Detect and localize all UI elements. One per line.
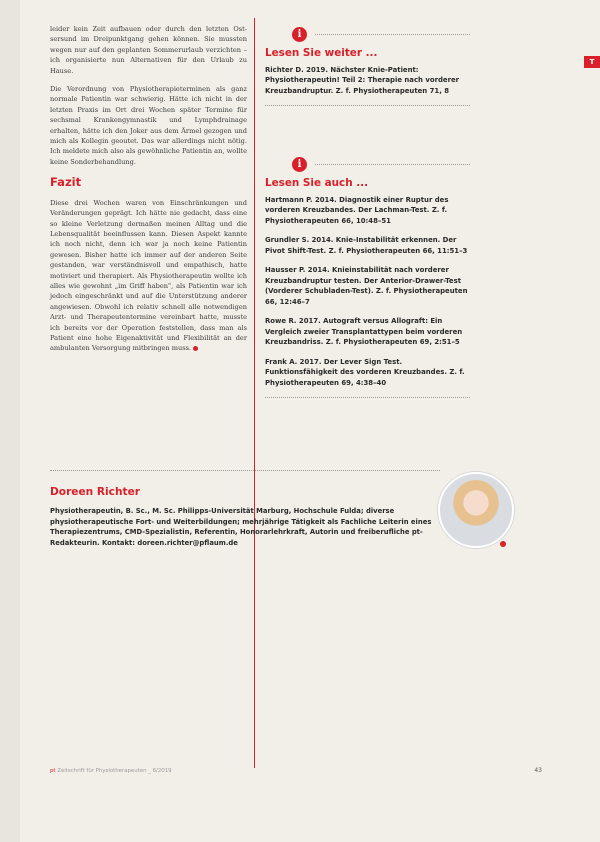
reference-item: Rowe R. 2017. Autograft versus Allograft: Ein Vergleich zweier Transplantattypen beim vorderen Kreuzbandriss. Z. f. Physiotherapeuten 69, 2:51–5 — [265, 317, 463, 346]
box-header — [265, 22, 470, 46]
info-icon: i — [292, 27, 307, 42]
accent-dot-icon — [500, 541, 506, 547]
reference-item: Hausser P. 2014. Knieinstabilität nach vorderer Kreuzbandruptur testen. Der Anterior-Drawer-Test (Vorderer Schubladen-Test). Z. f. Physiotherapeuten 66, 12:46–7 — [265, 266, 468, 306]
reference-item: Grundler S. 2014. Knie-Instabilität erkennen. Der Pivot Shift-Test. Z. f. Physiotherapeuten 66, 11:51–3 — [265, 236, 468, 255]
page-number: 43 — [534, 767, 542, 774]
info-icon: i — [292, 157, 307, 172]
author-photo — [438, 472, 514, 548]
dotted-divider — [265, 397, 470, 398]
reference-item: Frank A. 2017. Der Lever Sign Test. Funktionsfähigkeit des vorderen Kreuzbandes. Z. f. Physiotherapeuten 69, 4:38–40 — [265, 357, 465, 387]
footer-brand: pt — [50, 768, 56, 774]
reference-item: Hartmann P. 2014. Diagnostik einer Ruptur des vorderen Kreuzbandes. Der Lachman-Test. Z. f. Physiotherapeuten 66, 10:48–51 — [265, 195, 449, 225]
reference-item: Richter D. 2019. Nächster Knie-Patient: Physiotherapeutin! Teil 2: Therapie nach vorderer Kreuzbandruptur. Z. f. Physiotherapeuten 71, 8 — [265, 65, 460, 95]
end-of-article-icon — [193, 346, 198, 351]
box-header — [265, 152, 470, 176]
box-lesen-auch — [265, 152, 470, 398]
fazit-text: Diese drei Wochen waren von Einschränkungen und Veränderungen geprägt. Ich hätte nie gedacht, dass eine so kleine Verletzung dermaßen meinen Alltag und die Lebensqualität beeinflussen kann. Diesen Aspekt kannte ich noch nicht, denn ich war ja noch keine Patientin gewesen. Bisher hatte ich immer auf der anderen Seite gestanden, war verständnisvoll und empathisch, hatte motiviert und therapiert. Als Physiotherapeutin wollte ich alles wie gewohnt „im Griff haben", als Patientin war ich jedoch eingeschränkt und auf die Unterstützung anderer angewiesen. Obwohl ich relativ schnell alle notwendigen Arzt- und Therapeutentermine vereinbart hatte, musste ich bereits vor der Operation feststellen, dass man als Patient eine hohe Eigenaktivität und Flexibilität an der ambulanten Versorgung mitbringen muss. — [50, 198, 247, 353]
intro-paragraph-2: Die Verordnung von Physiotherapieterminen als ganz normale Patientin war schwierig. Hätte ich nicht in der letzten Praxis im Ort drei Wochen später Termine für sechsmal Krankengymnastik und Lymphdrainage erhalten, hätte ich den Joker aus dem Ärmel gezogen und mich als Kollegin geoutet. Das war allerdings nicht nötig. Ich meldete mich also als gewöhnliche Patientin an, wollte keine Sonderbehandlung. — [50, 85, 247, 166]
box-title: Lesen Sie auch ... — [265, 177, 369, 189]
intro-paragraph-1: leider kein Zeit aufbauen oder durch den letzten Ost-sersund im Dreipunktgang gehen können. Sie mussten wegen nur auf den geplanten Sommerurlaub verzichten – ich organisierte nun Alternativen für den Urlaub zu Hause. — [50, 25, 247, 75]
dotted-divider — [315, 34, 470, 35]
left-column — [50, 24, 247, 362]
author-box — [50, 486, 435, 548]
dotted-divider — [315, 164, 470, 165]
author-divider — [50, 470, 440, 471]
fazit-paragraph — [50, 198, 247, 354]
column-divider — [254, 18, 255, 768]
fazit-heading: Fazit — [50, 175, 82, 190]
author-name: Doreen Richter — [50, 486, 140, 498]
dotted-divider — [265, 105, 470, 106]
footer-journal-title: Zeitschrift für Physiotherapeuten _ 6/2019 — [57, 768, 172, 774]
footer-journal — [50, 768, 172, 774]
author-bio: Physiotherapeutin, B. Sc., M. Sc. Philipps-Universität Marburg, Hochschule Fulda; diverse physiotherapeutische Fort- und Weiterbildungen; mehrjährige Tätigkeit als Fachliche Leiterin eines Therapiezentrums, CMD-Spezialistin, Referentin, Honorarlehrkraft, Autorin und freiberufliche pt-Redakteurin. Kontakt: doreen.richter@pflaum.de — [50, 507, 432, 547]
box-lesen-weiter — [265, 22, 470, 106]
section-tab: T — [584, 56, 600, 68]
page-edge — [0, 0, 20, 842]
box-title: Lesen Sie weiter ... — [265, 47, 378, 59]
